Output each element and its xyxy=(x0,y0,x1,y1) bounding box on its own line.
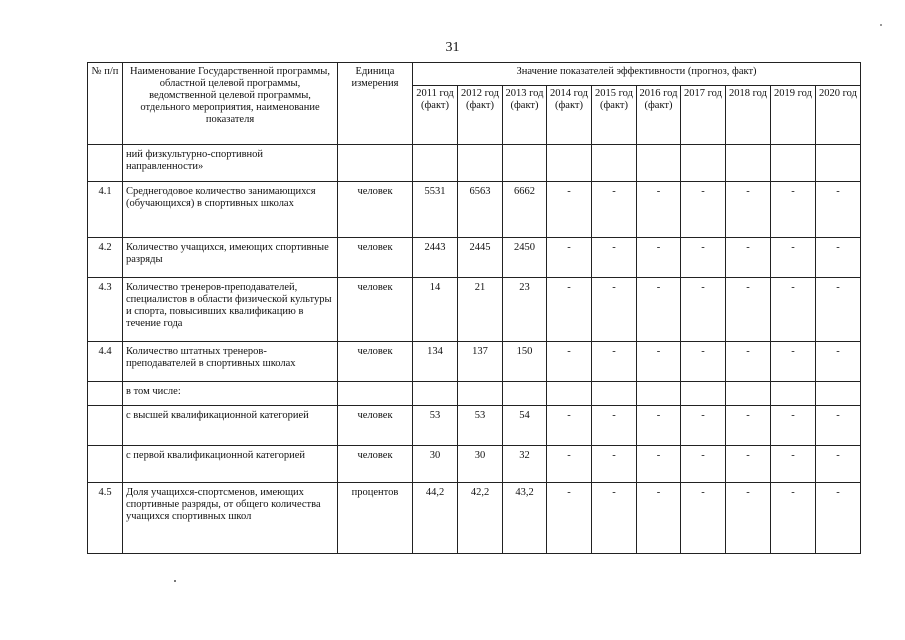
value-cell: - xyxy=(637,406,681,446)
value-cell: - xyxy=(592,182,637,238)
row-number: 4.4 xyxy=(88,342,123,382)
unit-cell: человек xyxy=(338,238,413,278)
value-cell: - xyxy=(771,406,816,446)
table-row xyxy=(88,182,861,238)
value-cell: - xyxy=(726,278,771,342)
value-cell: - xyxy=(726,342,771,382)
table-row xyxy=(88,145,861,182)
value-cell: - xyxy=(637,182,681,238)
value-cell: 137 xyxy=(458,342,503,382)
value-cell: - xyxy=(592,406,637,446)
unit-cell: человек xyxy=(338,446,413,483)
value-cell: - xyxy=(681,446,726,483)
unit-cell: человек xyxy=(338,406,413,446)
header-year: 2011 год (факт) xyxy=(413,86,458,145)
value-cell: - xyxy=(771,446,816,483)
header-year: 2020 год xyxy=(816,86,861,145)
value-cell xyxy=(547,382,592,406)
value-cell xyxy=(726,382,771,406)
unit-cell: человек xyxy=(338,182,413,238)
table-row xyxy=(88,382,861,406)
value-cell: - xyxy=(681,342,726,382)
row-number: 4.1 xyxy=(88,182,123,238)
unit-cell xyxy=(338,382,413,406)
value-cell: - xyxy=(726,238,771,278)
value-cell: - xyxy=(816,483,861,554)
unit-cell: процентов xyxy=(338,483,413,554)
scan-speck xyxy=(880,24,882,26)
value-cell: - xyxy=(637,342,681,382)
value-cell: - xyxy=(681,406,726,446)
indicator-name: ний физкультурно-спортивной направленности» xyxy=(123,145,338,182)
value-cell: 30 xyxy=(458,446,503,483)
value-cell: - xyxy=(771,483,816,554)
indicator-name: Количество штатных тренеров-преподавателей в спортивных школах xyxy=(123,342,338,382)
value-cell xyxy=(413,382,458,406)
value-cell: - xyxy=(681,182,726,238)
unit-cell: человек xyxy=(338,342,413,382)
value-cell xyxy=(637,382,681,406)
header-year: 2014 год (факт) xyxy=(547,86,592,145)
value-cell: - xyxy=(771,238,816,278)
value-cell xyxy=(771,145,816,182)
value-cell: - xyxy=(547,342,592,382)
value-cell: - xyxy=(771,182,816,238)
header-year: 2018 год xyxy=(726,86,771,145)
value-cell: 53 xyxy=(458,406,503,446)
value-cell: 2445 xyxy=(458,238,503,278)
indicator-name: с высшей квалификационной категорией xyxy=(123,406,338,446)
table-row xyxy=(88,238,861,278)
indicator-name: с первой квалификационной категорией xyxy=(123,446,338,483)
value-cell: 54 xyxy=(503,406,547,446)
value-cell: 6662 xyxy=(503,182,547,238)
value-cell: - xyxy=(726,483,771,554)
value-cell: 43,2 xyxy=(503,483,547,554)
unit-cell: человек xyxy=(338,278,413,342)
value-cell: 14 xyxy=(413,278,458,342)
header-year: 2017 год xyxy=(681,86,726,145)
value-cell: 21 xyxy=(458,278,503,342)
indicator-name: в том числе: xyxy=(123,382,338,406)
value-cell: - xyxy=(726,182,771,238)
value-cell: - xyxy=(547,238,592,278)
value-cell: - xyxy=(592,342,637,382)
value-cell xyxy=(681,382,726,406)
value-cell: 2450 xyxy=(503,238,547,278)
value-cell xyxy=(681,145,726,182)
row-number xyxy=(88,446,123,483)
header-values-title: Значение показателей эффективности (прогноз, факт) xyxy=(413,63,861,86)
value-cell: - xyxy=(592,446,637,483)
value-cell: 2443 xyxy=(413,238,458,278)
value-cell: - xyxy=(592,238,637,278)
indicator-name: Среднегодовое количество занимающихся (обучающихся) в спортивных школах xyxy=(123,182,338,238)
row-number: 4.5 xyxy=(88,483,123,554)
row-number xyxy=(88,406,123,446)
header-name: Наименование Государственной программы, областной целевой программы, ведомственной целевой программы, отдельного мероприятия, наименование показателя xyxy=(123,63,338,145)
row-number xyxy=(88,382,123,406)
page-number: 31 xyxy=(445,40,460,55)
value-cell: - xyxy=(816,342,861,382)
header-year: 2019 год xyxy=(771,86,816,145)
indicator-name: Количество тренеров-преподавателей, специалистов в области физической культуры и спорта, повысивших квалификацию в течение года xyxy=(123,278,338,342)
value-cell xyxy=(547,145,592,182)
indicator-name: Доля учащихся-спортсменов, имеющих спортивные разряды, от общего количества учащихся спортивных школ xyxy=(123,483,338,554)
header-year: 2015 год (факт) xyxy=(592,86,637,145)
value-cell: - xyxy=(547,446,592,483)
value-cell: 134 xyxy=(413,342,458,382)
value-cell: - xyxy=(681,483,726,554)
value-cell: - xyxy=(592,278,637,342)
indicator-name: Количество учащихся, имеющих спортивные разряды xyxy=(123,238,338,278)
value-cell xyxy=(413,145,458,182)
value-cell xyxy=(637,145,681,182)
value-cell: - xyxy=(816,406,861,446)
unit-cell xyxy=(338,145,413,182)
value-cell: - xyxy=(681,238,726,278)
value-cell: - xyxy=(547,278,592,342)
value-cell: - xyxy=(637,278,681,342)
value-cell: - xyxy=(726,406,771,446)
value-cell: 6563 xyxy=(458,182,503,238)
value-cell: 32 xyxy=(503,446,547,483)
value-cell xyxy=(816,382,861,406)
value-cell: - xyxy=(771,342,816,382)
scan-speck xyxy=(174,580,176,582)
row-number xyxy=(88,145,123,182)
value-cell xyxy=(816,145,861,182)
row-number: 4.2 xyxy=(88,238,123,278)
value-cell: 150 xyxy=(503,342,547,382)
table-row xyxy=(88,406,861,446)
value-cell: 44,2 xyxy=(413,483,458,554)
value-cell xyxy=(503,145,547,182)
value-cell xyxy=(503,382,547,406)
value-cell: 5531 xyxy=(413,182,458,238)
value-cell: 42,2 xyxy=(458,483,503,554)
table-row xyxy=(88,342,861,382)
header-year: 2016 год (факт) xyxy=(637,86,681,145)
value-cell: - xyxy=(816,182,861,238)
value-cell: - xyxy=(816,238,861,278)
value-cell: - xyxy=(637,483,681,554)
value-cell: - xyxy=(816,446,861,483)
header-num: № п/п xyxy=(88,63,123,145)
value-cell: - xyxy=(816,278,861,342)
value-cell xyxy=(771,382,816,406)
value-cell xyxy=(592,382,637,406)
value-cell: - xyxy=(771,278,816,342)
value-cell: - xyxy=(637,446,681,483)
value-cell xyxy=(458,145,503,182)
table-row xyxy=(88,483,861,554)
value-cell: - xyxy=(547,406,592,446)
indicators-table xyxy=(87,62,861,554)
header-year: 2013 год (факт) xyxy=(503,86,547,145)
table-row xyxy=(88,278,861,342)
value-cell: - xyxy=(592,483,637,554)
table-row xyxy=(88,446,861,483)
value-cell: - xyxy=(637,238,681,278)
value-cell: - xyxy=(726,446,771,483)
value-cell: 30 xyxy=(413,446,458,483)
value-cell xyxy=(726,145,771,182)
value-cell: 23 xyxy=(503,278,547,342)
value-cell: - xyxy=(547,483,592,554)
value-cell: - xyxy=(547,182,592,238)
header-unit: Единица измерения xyxy=(338,63,413,145)
value-cell: - xyxy=(681,278,726,342)
value-cell: 53 xyxy=(413,406,458,446)
header-year: 2012 год (факт) xyxy=(458,86,503,145)
row-number: 4.3 xyxy=(88,278,123,342)
value-cell xyxy=(458,382,503,406)
value-cell xyxy=(592,145,637,182)
